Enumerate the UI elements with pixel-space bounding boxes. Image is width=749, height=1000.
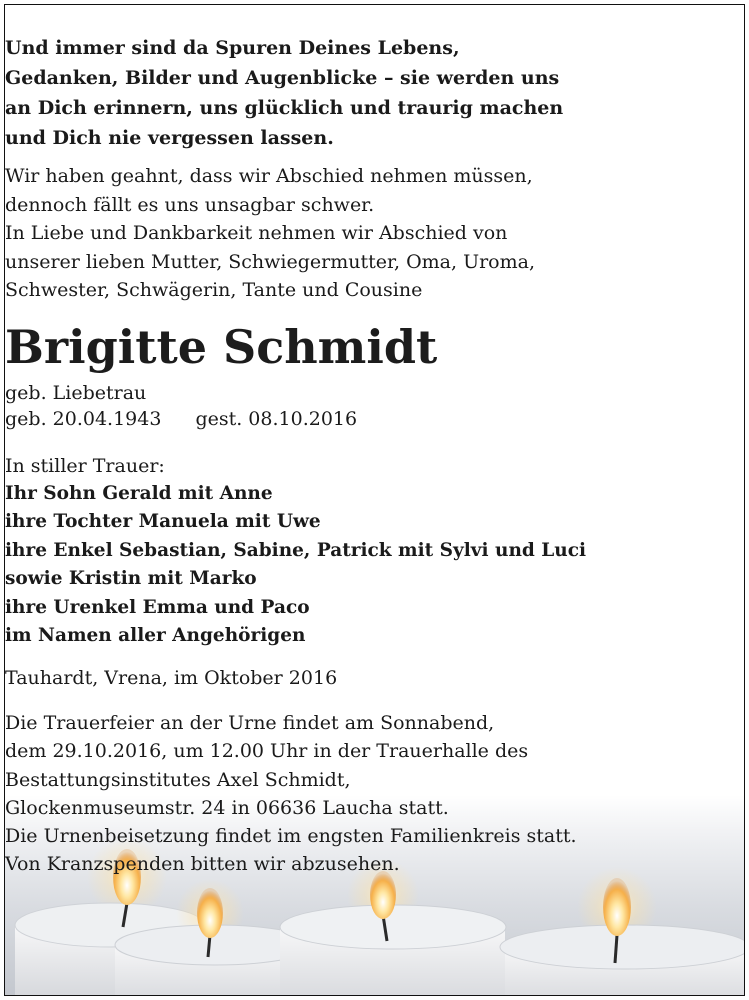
poem-verse xyxy=(5,33,745,153)
maiden-name: geb. Liebetrau xyxy=(5,382,147,404)
notice-line: Von Kranzspenden bitten wir abzusehen. xyxy=(5,853,400,876)
mourners-list xyxy=(5,480,745,650)
verse-line: Gedanken, Bilder und Augenblicke – sie werden uns xyxy=(5,67,560,89)
notice-line: Glockenmuseumstr. 24 in 06636 Laucha statt. xyxy=(5,796,449,819)
place-and-date: Tauhardt, Vrena, im Oktober 2016 xyxy=(5,667,338,689)
intro-line: dennoch fällt es uns unsagbar schwer. xyxy=(5,193,375,216)
verse-line: und Dich nie vergessen lassen. xyxy=(5,127,334,149)
mourner-line: sowie Kristin mit Marko xyxy=(5,568,257,590)
obituary-notice xyxy=(4,4,745,996)
verse-line: Und immer sind da Spuren Deines Lebens, xyxy=(5,37,460,59)
verse-line: an Dich erinnern, uns glücklich und traurig machen xyxy=(5,97,564,119)
death-date: gest. 08.10.2016 xyxy=(195,408,358,430)
notice-line: Bestattungsinstitutes Axel Schmidt, xyxy=(5,768,351,791)
farewell-intro xyxy=(5,162,745,305)
intro-line: Wir haben geahnt, dass wir Abschied nehmen müssen, xyxy=(5,165,533,187)
mourner-line: im Namen aller Angehörigen xyxy=(5,625,306,647)
mourner-line: ihre Tochter Manuela mit Uwe xyxy=(5,511,321,533)
notice-line: Die Trauerfeier an der Urne findet am Sonnabend, xyxy=(5,712,495,734)
birth-date: geb. 20.04.1943 xyxy=(5,408,162,430)
deceased-name: Brigitte Schmidt xyxy=(5,320,438,374)
intro-line: In Liebe und Dankbarkeit nehmen wir Abschied von xyxy=(5,222,508,244)
intro-line: unserer lieben Mutter, Schwiegermutter, Oma, Uroma, xyxy=(5,250,536,273)
mourning-intro: In stiller Trauer: xyxy=(5,455,165,477)
notice-line: Die Urnenbeisetzung findet im engsten Familienkreis statt. xyxy=(5,825,577,848)
mourner-line: ihre Enkel Sebastian, Sabine, Patrick mit Sylvi und Luci xyxy=(5,539,587,561)
funeral-notice xyxy=(5,709,745,879)
notice-line: dem 29.10.2016, um 12.00 Uhr in der Trauerhalle des xyxy=(5,740,529,763)
mourner-line: Ihr Sohn Gerald mit Anne xyxy=(5,483,273,504)
life-dates xyxy=(5,406,745,432)
mourner-line: ihre Urenkel Emma und Paco xyxy=(5,596,310,618)
intro-line: Schwester, Schwägerin, Tante und Cousine xyxy=(5,279,423,301)
